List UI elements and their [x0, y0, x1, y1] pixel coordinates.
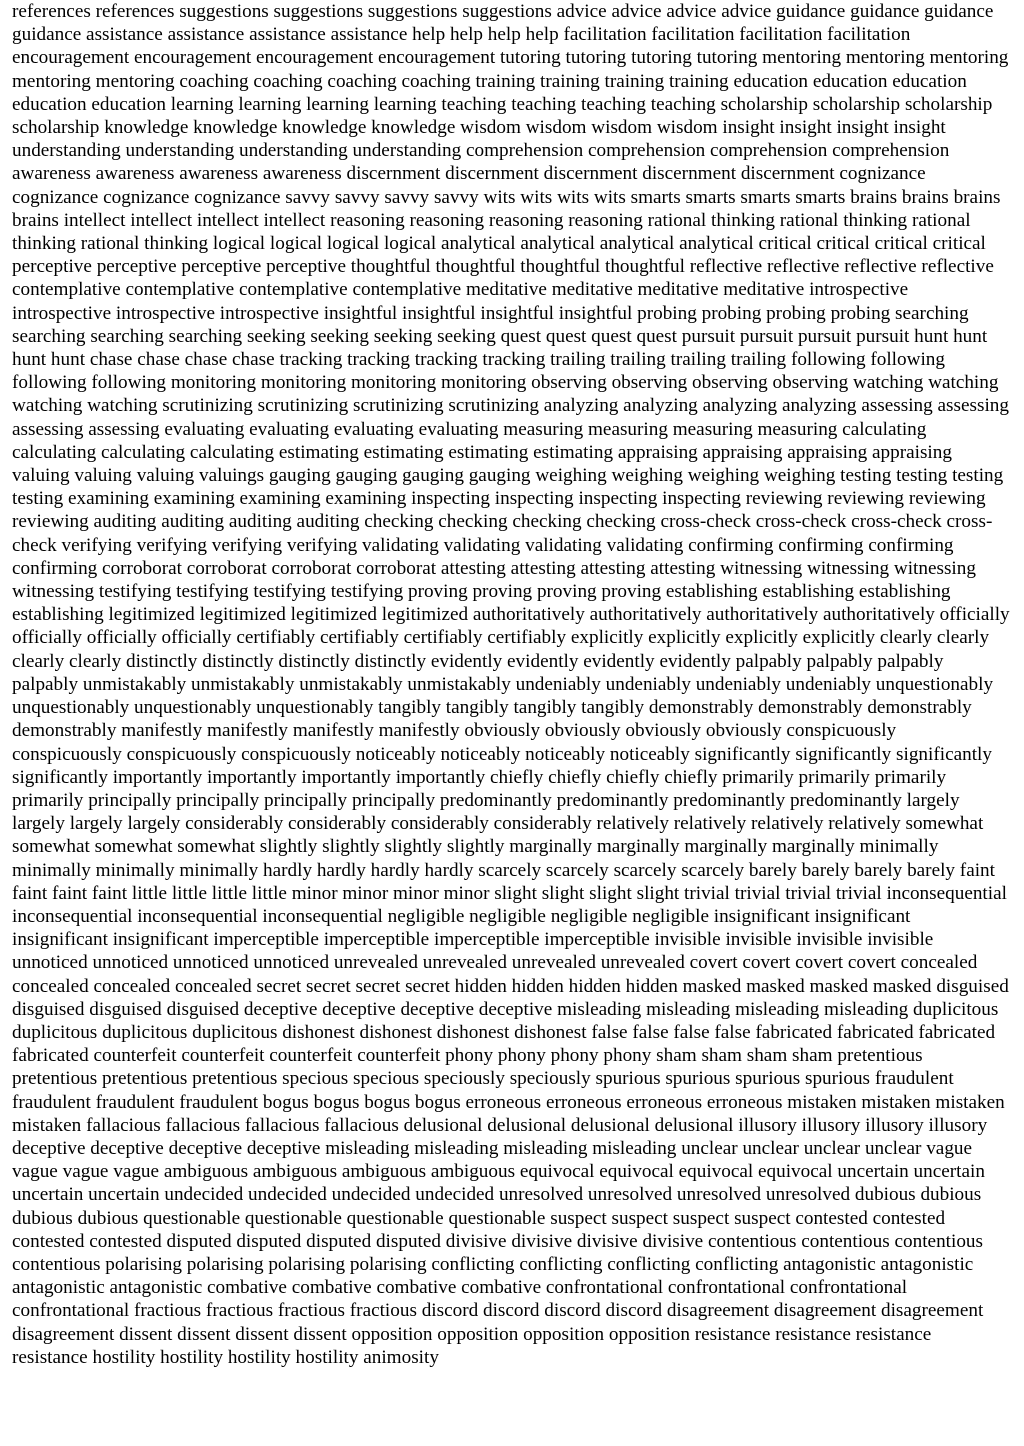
body-text: references references suggestions suggestions suggestions suggestions advice advice advice advice guidance guidance guidance guidance assistance assistance assistance assistance help help help help facilitation facilitation facilitation facilitation encouragement encouragement encouragement encouragement tutoring tutoring tutoring tutoring mentoring mentoring mentoring mentoring mentoring coaching coaching coaching coaching training training training training education education education education education learning learning learning learning teaching teaching teaching teaching scholarship scholarship scholarship scholarship knowledge knowledge knowledge knowledge wisdom wisdom wisdom wisdom insight insight insight insight understanding understanding understanding understanding comprehension comprehension comprehension comprehension awareness awareness awareness awareness discernment discernment discernment discernment discernment cognizance cognizance cognizance cognizance savvy savvy savvy savvy wits wits wits wits smarts smarts smarts smarts brains brains brains brains intellect intellect intellect intellect reasoning reasoning reasoning reasoning rational thinking rational thinking rational thinking rational thinking logical logical logical logical analytical analytical analytical analytical critical critical critical critical perceptive perceptive perceptive perceptive thoughtful thoughtful thoughtful thoughtful reflective reflective reflective reflective contemplative contemplative contemplative contemplative meditative meditative meditative meditative introspective introspective introspective introspective insightful insightful insightful insightful probing probing probing probing searching searching searching searching seeking seeking seeking seeking quest quest quest quest pursuit pursuit pursuit pursuit hunt hunt hunt hunt chase chase chase chase tracking tracking tracking tracking trailing trailing trailing trailing following following following following monitoring monitoring monitoring monitoring observing observing observing observing watching watching watching watching scrutinizing scrutinizing scrutinizing scrutinizing analyzing analyzing analyzing analyzing assessing assessing assessing assessing evaluating evaluating evaluating evaluating measuring measuring measuring measuring calculating calculating calculating calculating estimating estimating estimating estimating appraising appraising appraising appraising valuing valuing valuing valuings gauging gauging gauging gauging weighing weighing weighing weighing testing testing testing testing examining examining examining examining inspecting inspecting inspecting inspecting reviewing reviewing reviewing reviewing auditing auditing auditing auditing checking checking checking checking cross-check cross-check cross-check cross-check verifying verifying verifying verifying validating validating validating validating confirming confirming confirming confirming corroborat corroborat corroborat corroborat attesting attesting attesting attesting witnessing witnessing witnessing witnessing testifying testifying testifying testifying proving proving proving proving establishing establishing establishing establishing legitimized legitimized legitimized legitimized authoritatively authoritatively authoritatively authoritatively officially officially officially officially certifiably certifiably certifiably certifiably explicitly explicitly explicitly explicitly clearly clearly clearly clearly distinctly distinctly distinctly distinctly evidently evidently evidently evidently palpably palpably palpably palpably unmistakably unmistakably unmistakably unmistakably undeniably undeniably undeniably undeniably unquestionably unquestionably unquestionably unquestionably tangibly tangibly tangibly tangibly demonstrably demonstrably demonstrably demonstrably manifestly manifestly manifestly manifestly obviously obviously obviously obviously conspicuously conspicuously conspicuously conspicuously noticeably noticeably noticeably noticeably significantly significantly significantly significantly importantly importantly importantly importantly chiefly chiefly chiefly chiefly primarily primarily primarily primarily principally principally principally principally predominantly predominantly predominantly predominantly largely largely largely largely considerably considerably considerably considerably relatively relatively relatively relatively somewhat somewhat somewhat somewhat slightly slightly slightly slightly marginally marginally marginally marginally minimally minimally minimally minimally hardly hardly hardly hardly scarcely scarcely scarcely scarcely barely barely barely barely faint faint faint faint little little little little minor minor minor minor slight slight slight slight trivial trivial trivial trivial inconsequential inconsequential inconsequential inconsequential negligible negligible negligible negligible insignificant insignificant insignificant insignificant imperceptible imperceptible imperceptible imperceptible invisible invisible invisible invisible unnoticed unnoticed unnoticed unnoticed unrevealed unrevealed unrevealed unrevealed covert covert covert covert concealed concealed concealed concealed secret secret secret secret hidden hidden hidden hidden masked masked masked masked disguised disguised disguised disguised deceptive deceptive deceptive deceptive misleading misleading misleading misleading duplicitous duplicitous duplicitous duplicitous dishonest dishonest dishonest dishonest false false false false fabricated fabricated fabricated fabricated counterfeit counterfeit counterfeit counterfeit phony phony phony phony sham sham sham sham pretentious pretentious pretentious pretentious specious specious speciously speciously spurious spurious spurious spurious fraudulent fraudulent fraudulent fraudulent bogus bogus bogus bogus erroneous erroneous erroneous erroneous mistaken mistaken mistaken mistaken fallacious fallacious fallacious fallacious delusional delusional delusional delusional illusory illusory illusory illusory deceptive deceptive deceptive deceptive misleading misleading misleading misleading unclear unclear unclear unclear vague vague vague vague ambiguous ambiguous ambiguous ambiguous equivocal equivocal equivocal equivocal uncertain uncertain uncertain uncertain undecided undecided undecided undecided unresolved unresolved unresolved unresolved dubious dubious dubious dubious questionable questionable questionable questionable suspect suspect suspect suspect contested contested contested contested disputed disputed disputed disputed divisive divisive divisive divisive contentious contentious contentious contentious polarising polarising polarising polarising conflicting conflicting conflicting conflicting antagonistic antagonistic antagonistic antagonistic combative combative combative combative confrontational confrontational confrontational confrontational fractious fractious fractious fractious discord discord discord discord disagreement disagreement disagreement disagreement dissent dissent dissent dissent opposition opposition opposition opposition resistance resistance resistance resistance hostility hostility hostility hostility animosity [12, 1, 1010, 1368]
